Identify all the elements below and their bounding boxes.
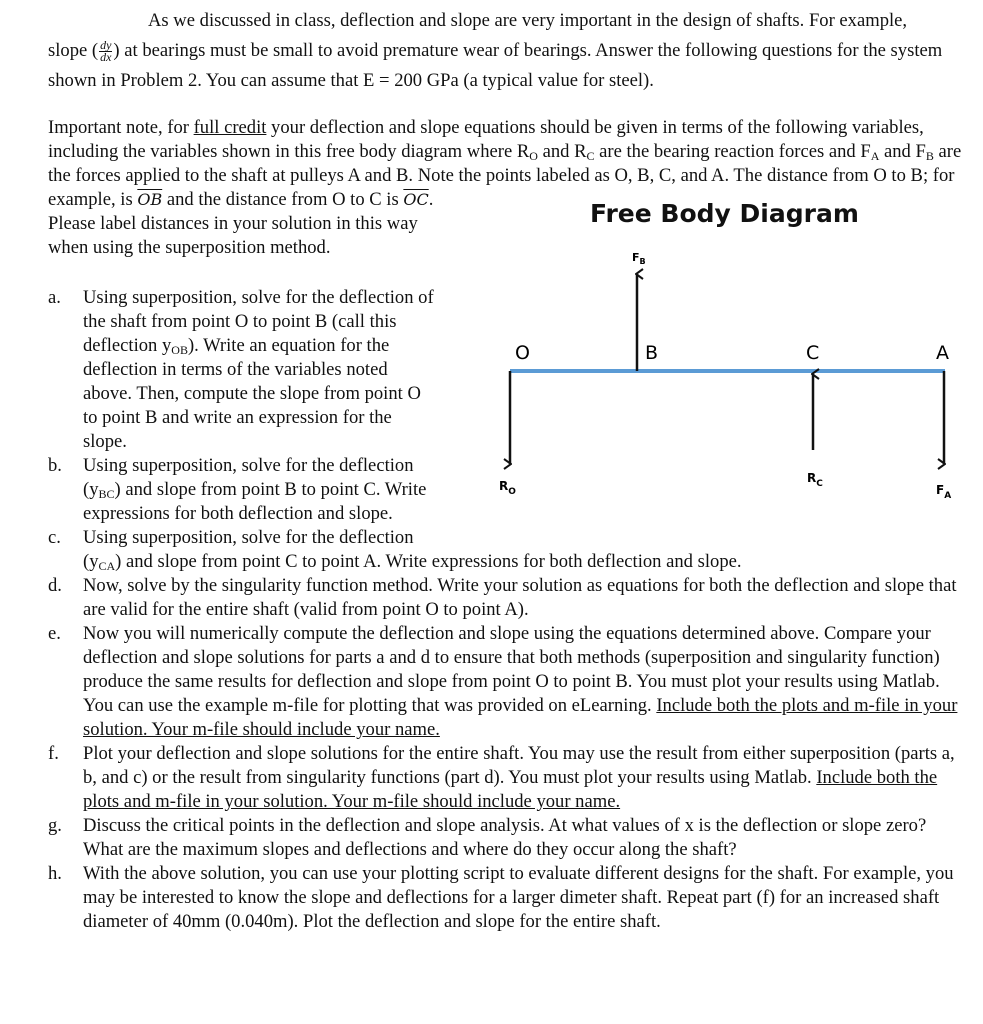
- item-text: Using superposition, solve for the deflection (y: [83, 455, 414, 500]
- item-text: ). Write an equation for the deflection in terms of the variables noted above. Then, compute the slope from point O to point B and write an expression for the slope.: [83, 335, 421, 452]
- question-item: [48, 862, 963, 934]
- note-text: Important note, for: [48, 117, 194, 138]
- distance-ob: $\overline{OB}$: [137, 190, 163, 209]
- intro-text-2: ) at bearings must be small to avoid premature wear of bearings. Answer the following questions for the system shown in Problem 2. You can assume that E = 200 GPa (a typical value for steel).: [48, 40, 943, 91]
- item-text: Plot your deflection and slope solutions for the entire shaft. You may use the result from either superposition (parts a, b, and c) or the result from singularity functions (part d). You must plot your results using Matlab.: [83, 743, 955, 788]
- point-c-label: C: [806, 342, 820, 364]
- force-fb-label: $F_B$: [632, 251, 646, 266]
- intro-text: As we discussed in class, deflection and slope are very important in the design of shafts. For example, slope (: [48, 10, 908, 61]
- distance-oc: $\overline{OC}$: [403, 190, 429, 209]
- item-letter: f.: [48, 743, 59, 764]
- item-text: ) and slope from point C to point A. Write expressions for both deflection and slope.: [115, 551, 742, 572]
- item-text: Using superposition, solve for the deflection of the shaft from point O to point B (call this deflection y: [83, 287, 434, 356]
- item-text: Using superposition, solve for the deflection (y: [83, 527, 414, 572]
- point-b-label: B: [645, 342, 659, 364]
- point-a-label: A: [936, 342, 949, 364]
- item-text: Discuss the critical points in the deflection and slope analysis. At what values of x is the deflection or slope zero? What are the maximum slopes and deflections and where do they occur along the shaft?: [83, 815, 927, 860]
- question-item: [48, 526, 963, 574]
- question-item: [48, 622, 963, 742]
- question-item: [48, 286, 438, 454]
- underlined-instruction: Include both the plots and m-file in your solution. Your m-file should include your name.: [83, 695, 958, 740]
- fraction-denominator: dx: [100, 50, 112, 65]
- diagram-title: Free Body Diagram: [590, 199, 859, 228]
- free-body-diagram: [440, 188, 980, 508]
- note-text: are the forces applied to the shaft at pulleys A and B. Note the points labeled as O, B, C, and A. The distance from O to B; for example, is: [48, 141, 962, 210]
- point-o-label: O: [515, 342, 530, 364]
- underlined-instruction: Include both the plots and m-file in your solution. Your m-file should include your name.: [83, 767, 938, 812]
- note-text: and R: [537, 141, 587, 162]
- item-letter: e.: [48, 623, 61, 644]
- question-item: [48, 814, 963, 862]
- subscript: O: [529, 149, 538, 163]
- subscript: OB: [171, 343, 188, 357]
- subscript: C: [586, 149, 595, 163]
- subscript: A: [870, 149, 880, 163]
- item-letter: c.: [48, 527, 61, 548]
- note-text: your deflection and slope equations should be given in terms of the following variables, including the variables shown in this free body diagram where R: [48, 117, 924, 162]
- question-item: [48, 574, 963, 622]
- note-text: are the bearing reaction forces and F: [594, 141, 871, 162]
- note-text: and the distance from O to C is: [162, 189, 404, 210]
- full-credit-underlined: full credit: [193, 117, 267, 138]
- reaction-rc-label: $R_C$: [807, 471, 823, 489]
- item-text: Now, solve by the singularity function method. Write your solution as equations for both the deflection and slope that are valid for the entire shaft (valid from point O to point A).: [83, 575, 957, 620]
- question-item: [48, 742, 963, 814]
- item-letter: b.: [48, 455, 62, 476]
- subscript: BC: [98, 487, 115, 501]
- item-letter: a.: [48, 287, 61, 308]
- item-text: With the above solution, you can use your plotting script to evaluate different designs for the shaft. For example, you may be interested to know the slope and deflections for a larger dimeter shaft. Repeat part (f) for an increased shaft diameter of 40mm (0.040m). Plot the deflection and slope for the entire shaft.: [83, 863, 954, 932]
- intro-paragraph: [48, 6, 948, 96]
- item-letter: d.: [48, 575, 62, 596]
- subscript: CA: [98, 559, 116, 573]
- item-text: Now you will numerically compute the deflection and slope using the equations determined above. Compare your deflection and slope solutions for parts a and d to ensure that both methods (superposition and singularity function) produce the same results for deflection and slope from point O to point B. You must plot your results using Matlab. You can use the example m-file for plotting that was provided on eLearning.: [83, 623, 940, 716]
- note-text: . Please label distances in your solution in this way when using the superposition method.: [48, 189, 434, 258]
- note-text: and F: [879, 141, 926, 162]
- item-letter: h.: [48, 863, 62, 884]
- reaction-ro-label: $R_O$: [499, 479, 516, 497]
- force-fa-label: $F_A$: [936, 483, 952, 501]
- fraction-numerator: dy: [100, 38, 112, 53]
- subscript: B: [925, 149, 934, 163]
- item-letter: g.: [48, 815, 62, 836]
- item-text: ) and slope from point B to point C. Write expressions for both deflection and slope.: [83, 479, 427, 524]
- dy-dx-fraction: [99, 40, 112, 63]
